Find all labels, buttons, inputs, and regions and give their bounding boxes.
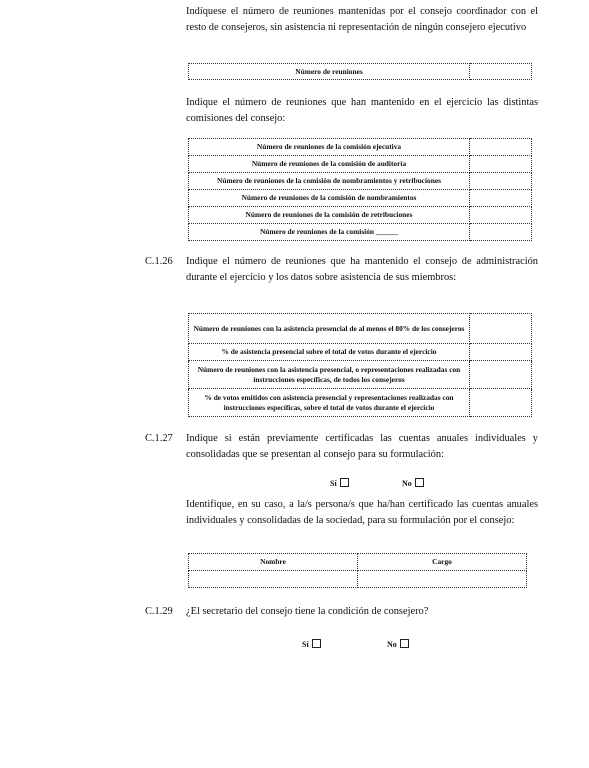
value-cell[interactable] [470,224,532,241]
nombre-cell[interactable] [189,571,358,588]
header-cargo: Cargo [358,554,527,571]
row-label: Número de reuniones de la comisión de nombramientos [189,190,470,207]
row-label: Número de reuniones de la comisión de retribuciones [189,207,470,224]
row-label: Número de reuniones de la comisión ______ [189,224,470,241]
c126-paragraph: Indique el número de reuniones que ha mantenido el consejo de administración durante el ejercicio y los datos sobre asistencia de sus miembros: [186,256,538,283]
row-label: Número de reuniones de la comisión de auditoría [189,156,470,173]
table-row [189,389,532,417]
row-label: % de votos emitidos con asistencia presencial y representaciones realizadas con instrucciones específicas, sobre el total de votos durante el ejercicio [189,389,470,417]
commissions-table [188,138,532,241]
table-row [189,571,527,588]
table-row [189,139,532,156]
yes-label: Sí [302,640,309,649]
table-row [189,190,532,207]
value-cell[interactable] [470,207,532,224]
value-cell[interactable] [470,173,532,190]
row-label: Número de reuniones de la comisión ejecutiva [189,139,470,156]
yes-checkbox[interactable] [340,478,349,487]
table-row [189,224,532,241]
no-label: No [387,640,397,649]
row-label: Número de reuniones con la asistencia presencial, o representaciones realizadas con instrucciones específicas, de todos los consejeros [189,361,470,389]
table-row [189,314,532,344]
no-checkbox[interactable] [400,639,409,648]
table-row [189,207,532,224]
value-cell[interactable] [470,314,532,344]
section-number-c129: C.1.29 [145,606,173,617]
meetings-table [188,63,532,80]
row-label: Número de reuniones [189,64,470,80]
table-row [189,361,532,389]
c127-identify-paragraph: Identifique, en su caso, a la/s persona/s que ha/han certificado las cuentas anuales individuales y consolidadas de la sociedad, para su formulación por el consejo: [186,499,538,526]
c127-paragraph: Indique si están previamente certificadas las cuentas anuales individuales y consolidadas que se presentan al consejo para su formulación: [186,433,538,460]
value-cell[interactable] [470,344,532,361]
yes-checkbox[interactable] [312,639,321,648]
header-nombre: Nombre [189,554,358,571]
no-label: No [402,479,412,488]
value-cell[interactable] [470,190,532,207]
value-cell[interactable] [470,64,532,80]
no-checkbox[interactable] [415,478,424,487]
table-row [189,64,532,80]
intro-paragraph: Indíquese el número de reuniones mantenidas por el consejo coordinador con el resto de consejeros, sin asistencia ni representación de ningún consejero ejecutivo [186,6,538,33]
c129-no-option [387,639,409,650]
commissions-paragraph: Indique el número de reuniones que han mantenido en el ejercicio las distintas comisiones del consejo: [186,97,538,124]
section-number-c126: C.1.26 [145,256,173,267]
attendance-table [188,313,532,417]
row-label: Número de reuniones de la comisión de nombramientos y retribuciones [189,173,470,190]
c129-yes-option [302,639,321,650]
table-row [189,173,532,190]
row-label: % de asistencia presencial sobre el total de votos durante el ejercicio [189,344,470,361]
table-row [189,344,532,361]
value-cell[interactable] [470,139,532,156]
value-cell[interactable] [470,156,532,173]
c129-paragraph: ¿El secretario del consejo tiene la condición de consejero? [186,606,429,617]
value-cell[interactable] [470,389,532,417]
certifiers-table [188,553,527,588]
section-number-c127: C.1.27 [145,433,173,444]
table-row [189,156,532,173]
cargo-cell[interactable] [358,571,527,588]
c127-yes-option [330,478,349,489]
c127-no-option [402,478,424,489]
value-cell[interactable] [470,361,532,389]
table-header-row [189,554,527,571]
row-label: Número de reuniones con la asistencia presencial de al menos el 80% de los consejeros [189,314,470,344]
yes-label: Sí [330,479,337,488]
